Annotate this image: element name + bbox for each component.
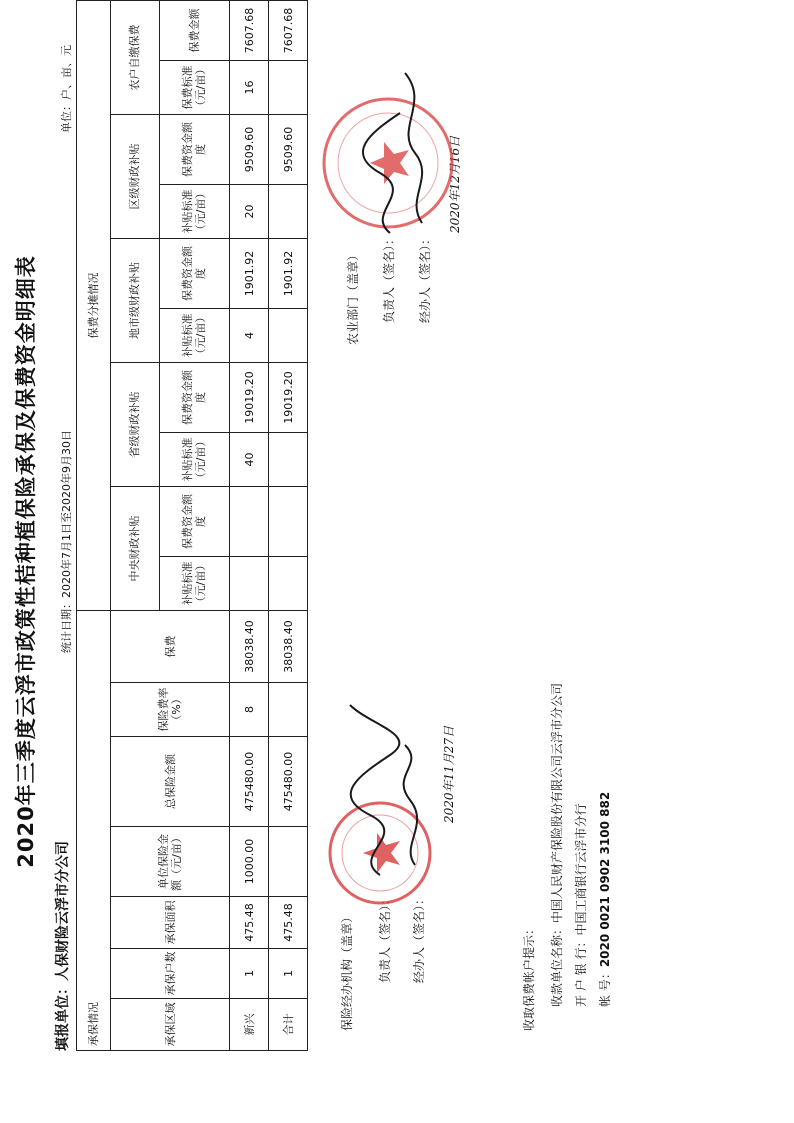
col-central-amt: 保费资金额度 — [159, 486, 230, 556]
cell-muni-amt: 1901.92 — [230, 238, 269, 308]
cell-households: 1 — [230, 949, 269, 999]
col-dist-amt: 保费资金额度 — [159, 114, 230, 184]
col-households: 承保户数 — [111, 949, 230, 999]
account-line — [596, 792, 613, 1007]
agri-date: 2020年12月16日 — [448, 135, 462, 233]
insurer-signatures-ink — [340, 695, 440, 895]
payee-line — [548, 683, 565, 1007]
cell-dist-std: 20 — [230, 184, 269, 238]
cell-central-amt — [230, 486, 269, 556]
col-prov-std: 补贴标准（元/亩） — [159, 432, 230, 486]
subheader-central: 中央财政补贴 — [111, 486, 160, 610]
account-label: 帐 号： — [598, 967, 612, 1007]
cell-muni-amt: 1901.92 — [269, 238, 308, 308]
cell-farmer-std — [269, 60, 308, 114]
insurer-head-label: 负责人（签名）： — [378, 892, 392, 983]
header-premium-split: 保费分摊情况 — [77, 0, 111, 610]
cell-farmer-std: 16 — [230, 60, 269, 114]
subheader-provincial: 省级财政补贴 — [111, 362, 160, 486]
bank-value: 中国工商银行云浮市分行 — [574, 803, 588, 936]
reporting-unit-value: 人保财险云浮市分公司 — [55, 841, 71, 981]
cell-area: 475.48 — [269, 897, 308, 949]
cell-total-amount: 475480.00 — [269, 737, 308, 827]
col-region: 承保区域 — [111, 999, 230, 1051]
cell-dist-amt: 9509.60 — [230, 114, 269, 184]
cell-total-amount: 475480.00 — [230, 737, 269, 827]
col-prov-amt: 保费资金额度 — [159, 362, 230, 432]
agri-handler-label: 经办人（签名）： — [418, 232, 432, 323]
cell-unit-amount: 1000.00 — [230, 827, 269, 897]
cell-farmer-amt: 7607.68 — [269, 0, 308, 60]
cell-rate — [269, 683, 308, 737]
insurer-date: 2020年11月27日 — [442, 725, 456, 823]
col-unit-amount: 单位保险金额（元/亩） — [111, 827, 230, 897]
agri-org-label: 农业部门（盖章） — [346, 248, 360, 345]
col-farmer-amt: 保费金额 — [159, 0, 230, 60]
statistics-period — [58, 430, 74, 653]
cell-muni-std: 4 — [230, 308, 269, 362]
bank-label: 开 户 银 行： — [574, 935, 588, 1007]
cell-prov-amt: 19019.20 — [269, 362, 308, 432]
cell-prov-amt: 19019.20 — [230, 362, 269, 432]
table-row-total — [269, 0, 308, 1050]
agri-head-label: 负责人（签名）： — [382, 232, 396, 323]
cell-farmer-amt: 7607.68 — [230, 0, 269, 60]
premium-table — [76, 0, 308, 1051]
col-premium: 保费 — [111, 610, 230, 682]
cell-central-amt — [269, 486, 308, 556]
col-muni-std: 补贴标准（元/亩） — [159, 308, 230, 362]
reporting-unit — [52, 841, 72, 1051]
col-farmer-std: 保费标准（元/亩） — [159, 60, 230, 114]
cell-households: 1 — [269, 949, 308, 999]
col-total-amount: 总保险金额 — [111, 737, 230, 827]
measure-units: 单位：户、亩、元 — [60, 45, 73, 133]
agri-signatures-ink — [360, 43, 440, 243]
account-heading: 收取保费帐户提示： — [522, 922, 536, 1031]
subheader-farmer: 农户自缴保费 — [111, 0, 160, 114]
period-label: 统计日期： — [60, 598, 73, 653]
col-muni-amt: 保费资金额度 — [159, 238, 230, 308]
account-number: 2020 0021 0902 3100 882 — [598, 791, 612, 968]
cell-muni-std — [269, 308, 308, 362]
document-title: 2020年三季度云浮市政策性桔种植保险承保及保费资金明细表 — [14, 255, 38, 868]
subheader-district: 区级财政补贴 — [111, 114, 160, 238]
cell-central-std — [230, 556, 269, 610]
insurer-handler-label: 经办人（签名）： — [412, 892, 426, 983]
col-dist-std: 补贴标准（元/亩） — [159, 184, 230, 238]
period-value: 2020年7月1日至2020年9月30日 — [60, 430, 73, 598]
cell-prov-std: 40 — [230, 432, 269, 486]
bank-line — [572, 804, 589, 1007]
col-area: 承保面积 — [111, 897, 230, 949]
subheader-municipal: 地市级财政补贴 — [111, 238, 160, 362]
cell-premium: 38038.40 — [269, 610, 308, 682]
reporting-unit-label: 填报单位： — [55, 981, 71, 1051]
cell-central-std — [269, 556, 308, 610]
col-rate: 保险费率（%） — [111, 683, 230, 737]
cell-region: 合计 — [269, 999, 308, 1051]
insurer-org-label: 保险经办机构（盖章） — [340, 910, 354, 1031]
cell-rate: 8 — [230, 683, 269, 737]
col-central-std: 补贴标准（元/亩） — [159, 556, 230, 610]
cell-region: 新兴 — [230, 999, 269, 1051]
cell-premium: 38038.40 — [230, 610, 269, 682]
cell-area: 475.48 — [230, 897, 269, 949]
header-underwriting: 承保情况 — [77, 610, 111, 1050]
cell-unit-amount — [269, 827, 308, 897]
table-row — [230, 0, 269, 1050]
cell-prov-std — [269, 432, 308, 486]
cell-dist-std — [269, 184, 308, 238]
cell-dist-amt: 9509.60 — [269, 114, 308, 184]
payee-value: 中国人民财产保险股份有限公司云浮市分公司 — [550, 682, 564, 923]
payee-label: 收款单位名称： — [550, 922, 564, 1007]
